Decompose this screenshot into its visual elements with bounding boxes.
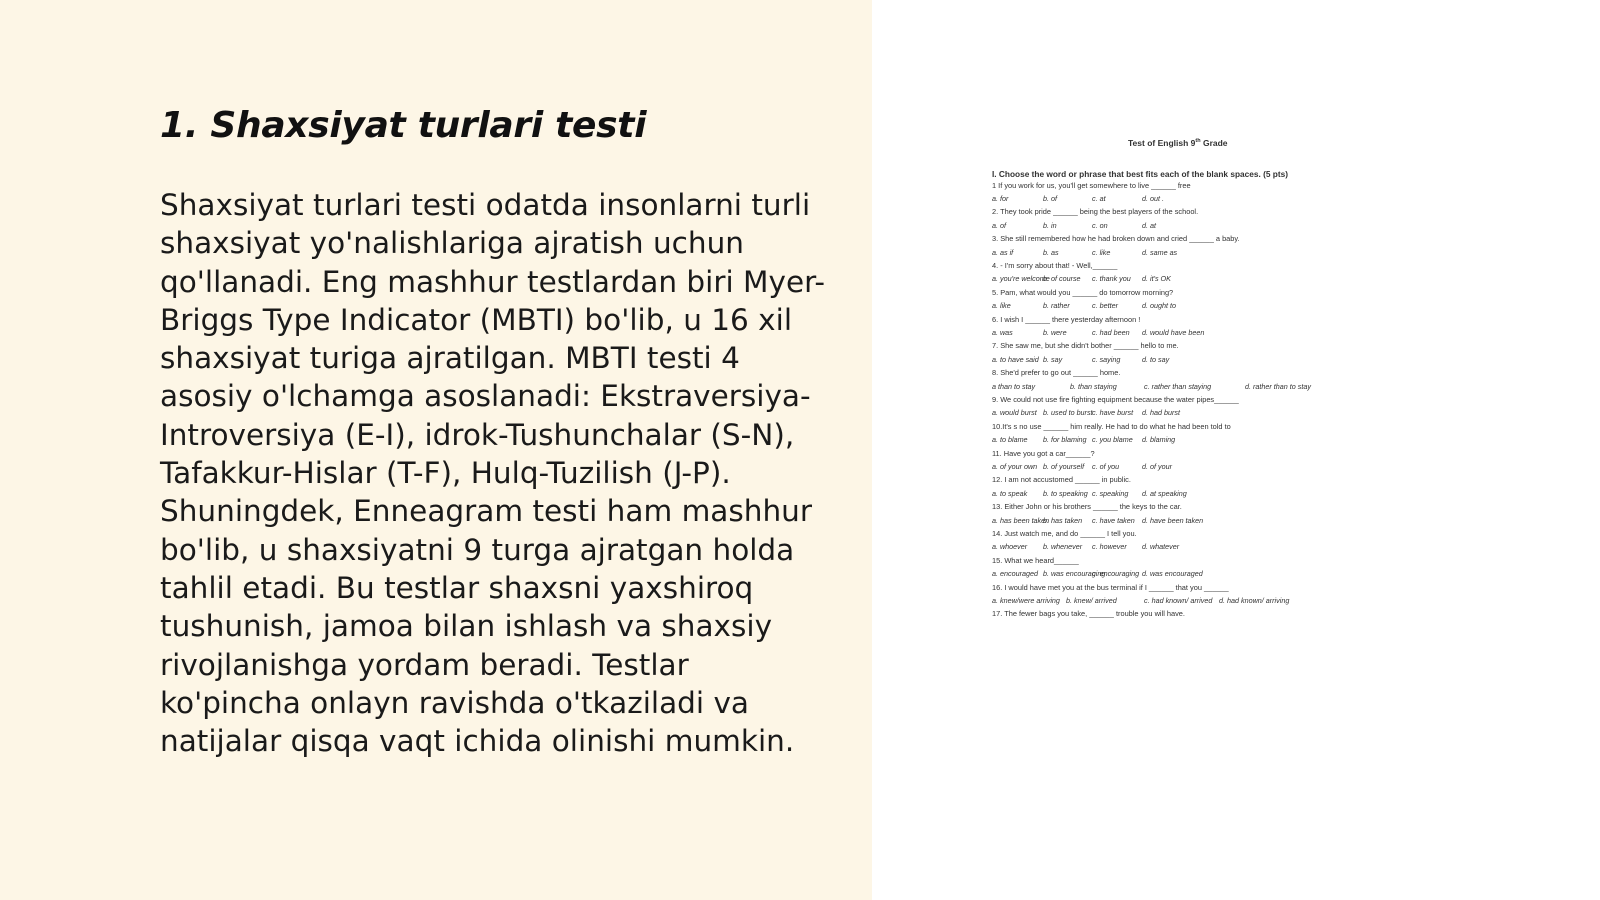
worksheet-option: b. of course — [1043, 274, 1081, 284]
worksheet-option: b. in — [1043, 220, 1057, 230]
worksheet-option: d. to say — [1142, 354, 1170, 364]
worksheet-option: b. knew/ arrived — [1066, 595, 1117, 605]
worksheet-option: c. on — [1092, 220, 1108, 230]
body-text-line: ko'pincha onlayn ravishda o'tkaziladi va — [160, 685, 749, 720]
worksheet-option: a. for — [992, 193, 1009, 203]
worksheet-question: 10.It's s no use ______ him really. He had to do what he had been told to — [992, 421, 1231, 431]
worksheet-option: b. as — [1043, 247, 1059, 257]
worksheet-option: a. knew/were arriving — [992, 595, 1060, 605]
worksheet-option: a. whoever — [992, 542, 1028, 552]
worksheet-option: b. for blaming — [1043, 435, 1087, 445]
worksheet-option: d. at speaking — [1142, 488, 1187, 498]
worksheet-question: 16. I would have met you at the bus terminal if I ______ that you ______ — [992, 582, 1229, 592]
worksheet-question: 7. She saw me, but she didn't bother ______ hello to me. — [992, 341, 1179, 351]
worksheet-instruction: I. Choose the word or phrase that best fits each of the blank spaces. (5 pts) — [992, 169, 1288, 179]
body-text-line: natijalar qisqa vaqt ichida olinishi mumkin. — [160, 724, 795, 759]
worksheet-question: 3. She still remembered how he had broken down and cried ______ a baby. — [992, 234, 1240, 244]
body-text-line: shaxsiyat turiga ajratilgan. MBTI testi 4 — [160, 341, 740, 376]
body-text-line: Briggs Type Indicator (MBTI) bo'lib, u 16 xil — [160, 302, 793, 337]
worksheet-option: c. at — [1092, 193, 1106, 203]
worksheet-option: a. was — [992, 327, 1013, 337]
worksheet-question: 12. I am not accustomed ______ in public. — [992, 475, 1131, 485]
worksheet-question: 5. Pam, what would you ______ do tomorrow morning? — [992, 287, 1174, 297]
worksheet-option: a. encouraged — [992, 569, 1038, 579]
worksheet-option: b. has taken — [1043, 515, 1083, 525]
worksheet-option: c. rather than staying — [1144, 381, 1212, 391]
worksheet-option: a. of — [992, 220, 1006, 230]
worksheet-option: b. used to burst — [1043, 408, 1093, 418]
slide-body-text — [160, 186, 850, 760]
image-panel — [872, 0, 1600, 900]
worksheet-option: a than to stay — [992, 381, 1036, 391]
slide-title: 1. Shaxsiyat turlari testi — [160, 105, 647, 146]
worksheet-question: 1 If you work for us, you'll get somewhere to live ______ free — [992, 180, 1191, 190]
worksheet-question: 17. The fewer bags you take, ______ trouble you will have. — [992, 609, 1185, 619]
worksheet-question: 6. I wish I ______ there yesterday afternoon ! — [992, 314, 1141, 324]
worksheet-option: b. of — [1043, 193, 1057, 203]
worksheet-option: a. would burst — [992, 408, 1037, 418]
body-text-line: rivojlanishga yordam beradi. Testlar — [160, 647, 689, 682]
worksheet-option: a. to have said — [992, 354, 1039, 364]
worksheet-option: c. have taken — [1092, 515, 1135, 525]
worksheet-option: c. like — [1092, 247, 1111, 257]
worksheet-option: d. ought to — [1142, 301, 1176, 311]
worksheet-option: d. had burst — [1142, 408, 1180, 418]
worksheet-option: a. has been taken — [992, 515, 1050, 525]
worksheet-option: c. thank you — [1092, 274, 1131, 284]
worksheet-option: b. was encouraging — [1043, 569, 1106, 579]
worksheet-option: a. of your own — [992, 461, 1038, 471]
body-text-line: bo'lib, u shaxsiyatni 9 turga ajratgan holda — [160, 532, 795, 567]
worksheet-option: b. of yourself — [1043, 461, 1085, 471]
worksheet-question: 8. She'd prefer to go out ______ home. — [992, 368, 1121, 378]
worksheet-question: 2. They took pride ______ being the best players of the school. — [992, 207, 1199, 217]
worksheet-option: b. rather — [1043, 301, 1070, 311]
body-text-line: Shuningdek, Enneagram testi ham mashhur — [160, 494, 812, 529]
worksheet-question: 15. What we heard______ — [992, 555, 1079, 565]
worksheet-question: 9. We could not use fire fighting equipment because the water pipes______ — [992, 394, 1239, 404]
worksheet-option: c. you blame — [1092, 435, 1133, 445]
worksheet-option: c. better — [1092, 301, 1118, 311]
worksheet-option: c. of you — [1092, 461, 1120, 471]
worksheet-question: 11. Have you got a car______? — [992, 448, 1095, 458]
worksheet-option: b. were — [1043, 327, 1067, 337]
body-text-line: Tafakkur-Hislar (T-F), Hulq-Tuzilish (J-P). — [160, 456, 731, 491]
worksheet-option: d. was encouraged — [1142, 569, 1203, 579]
worksheet-option: d. at — [1142, 220, 1156, 230]
body-text-line: shaxsiyat yo'nalishlariga ajratish uchun — [160, 226, 744, 261]
worksheet-option: d. same as — [1142, 247, 1178, 257]
worksheet-option: c. have burst — [1092, 408, 1134, 418]
worksheet-option: d. whatever — [1142, 542, 1180, 552]
body-text-line: Introversiya (E-I), idrok-Tushunchalar (S-N), — [160, 417, 795, 452]
worksheet-option: d. rather than to stay — [1245, 381, 1311, 391]
worksheet-option: c. however — [1092, 542, 1127, 552]
worksheet-option: c. saying — [1092, 354, 1121, 364]
worksheet-question: 13. Either John or his brothers ______ the keys to the car. — [992, 502, 1182, 512]
worksheet-option: d. had known/ arriving — [1219, 595, 1290, 605]
worksheet-question: 4. - I'm sorry about that! - Well,______ — [992, 260, 1118, 270]
worksheet-option: b. than staying — [1070, 381, 1117, 391]
worksheet-option: d. would have been — [1142, 327, 1205, 337]
body-text-line: Shaxsiyat turlari testi odatda insonlarni turli — [160, 188, 811, 222]
worksheet-option: c. encouraging — [1092, 569, 1140, 579]
worksheet-option: b. whenever — [1043, 542, 1083, 552]
body-text-line: tushunish, jamoa bilan ishlash va shaxsiy — [160, 609, 773, 644]
worksheet-option: d. of your — [1142, 461, 1172, 471]
worksheet-option: d. it's OK — [1142, 274, 1171, 284]
worksheet-option: a. to blame — [992, 435, 1028, 445]
worksheet-option: d. have been taken — [1142, 515, 1204, 525]
worksheet-question: 14. Just watch me, and do ______ I tell you. — [992, 528, 1137, 538]
worksheet-option: b. say — [1043, 354, 1063, 364]
body-text-line: tahlil etadi. Bu testlar shaxsni yaxshiroq — [160, 570, 754, 605]
worksheet-option: a. like — [992, 301, 1011, 311]
worksheet-option: c. had been — [1092, 327, 1130, 337]
worksheet-option: a. you're welcome — [992, 274, 1050, 284]
worksheet-option: d. out . — [1142, 193, 1164, 203]
worksheet-option: a. to speak — [992, 488, 1028, 498]
worksheet-option: a. as if — [992, 247, 1014, 257]
worksheet-title: Test of English 9th Grade — [1128, 138, 1228, 148]
worksheet-option: c. speaking — [1092, 488, 1129, 498]
worksheet-option: b. to speaking — [1043, 488, 1088, 498]
body-text-line: asosiy o'lchamga asoslanadi: Ekstraversiya- — [160, 379, 811, 414]
body-text-line: qo'llanadi. Eng mashhur testlardan biri Myer- — [160, 264, 826, 299]
worksheet-option: d. blaming — [1142, 435, 1176, 445]
worksheet-option: c. had known/ arrived — [1144, 595, 1213, 605]
